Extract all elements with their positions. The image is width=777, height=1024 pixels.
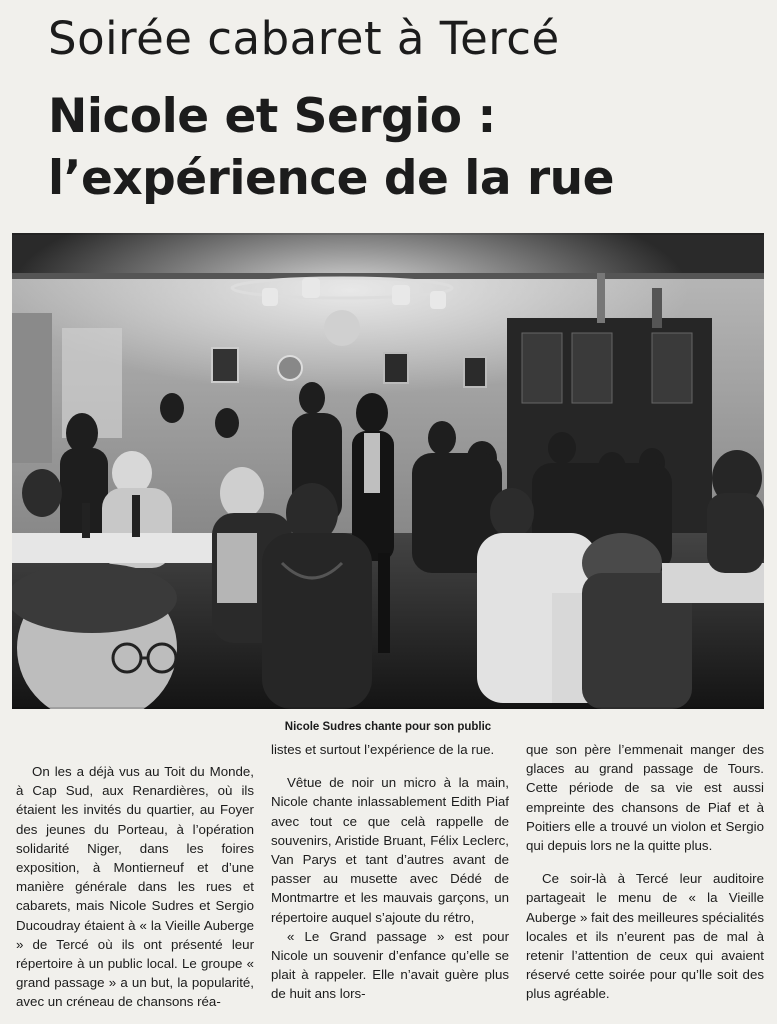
cabaret-crowd-photo [12,233,764,709]
paragraph: On les a déjà vus au Toit du Monde, à Cap Sud, aux Renardières, où ils étaient les invités du quartier, au Foyer des jeunes du Porteau, à l’opération solidarité Niger, dans les foires exposition, à Montierneuf et d’une manière générale dans les rues et cabarets, mais Nicole Sudres et Sergio Ducoudray étaient à « la Vieille Auberge » de Tercé où ils ont présenté leur répertoire à un public local. Le groupe « grand passage » a un but, la popularité, avec un créneau de chansons réa- [16,764,254,1010]
paragraph: Ce soir-là à Tercé leur auditoire partageait le menu de « la Vieille Auberge » fait des meilleures spécialités locales et ils n’eurent pas de mal à retenir l’attention de ceux qui avaient réservé cette soirée pour qu’lle soit des plus agréable. [526,871,764,1002]
photo-caption: Nicole Sudres chante pour son public [284,721,492,733]
article-photo [12,233,764,709]
paragraph: listes et surtout l’expérience de la rue. [271,742,495,757]
body-column-1 [16,762,254,1024]
paragraph: Vêtue de noir un micro à la main, Nicole chante inlassablement Edith Piaf avec tout ce que celà rappelle de souvenirs, Aristide Bruant, Félix Leclerc, Van Parys et tant d’autres avant de passer au musette avec Dédé de Montmartre et les mauvais garçons, un répertoire auquel s’ajoute du rétro, [271,775,509,925]
body-column-2 [271,740,509,1024]
headline-line-2: l’expérience de la rue [48,151,614,206]
body-column-3 [526,740,764,1024]
article-headline [48,86,773,210]
paragraph: que son père l’emmenait manger des glaces au grand passage de Tours. Cette période de sa vie est aussi empreinte des chansons de Piaf et à Poitiers elle a trouvé un violon et Sergio qui depuis lors ne la quitte plus. [526,742,764,854]
article-kicker: Soirée cabaret à Tercé [48,12,560,65]
headline-line-1: Nicole et Sergio : [48,89,496,144]
paragraph: « Le Grand passage » est pour Nicole un souvenir d’enfance qu’elle se plait à rappeler. Elle n’avait guère plus de huit ans lors- [271,928,509,1002]
